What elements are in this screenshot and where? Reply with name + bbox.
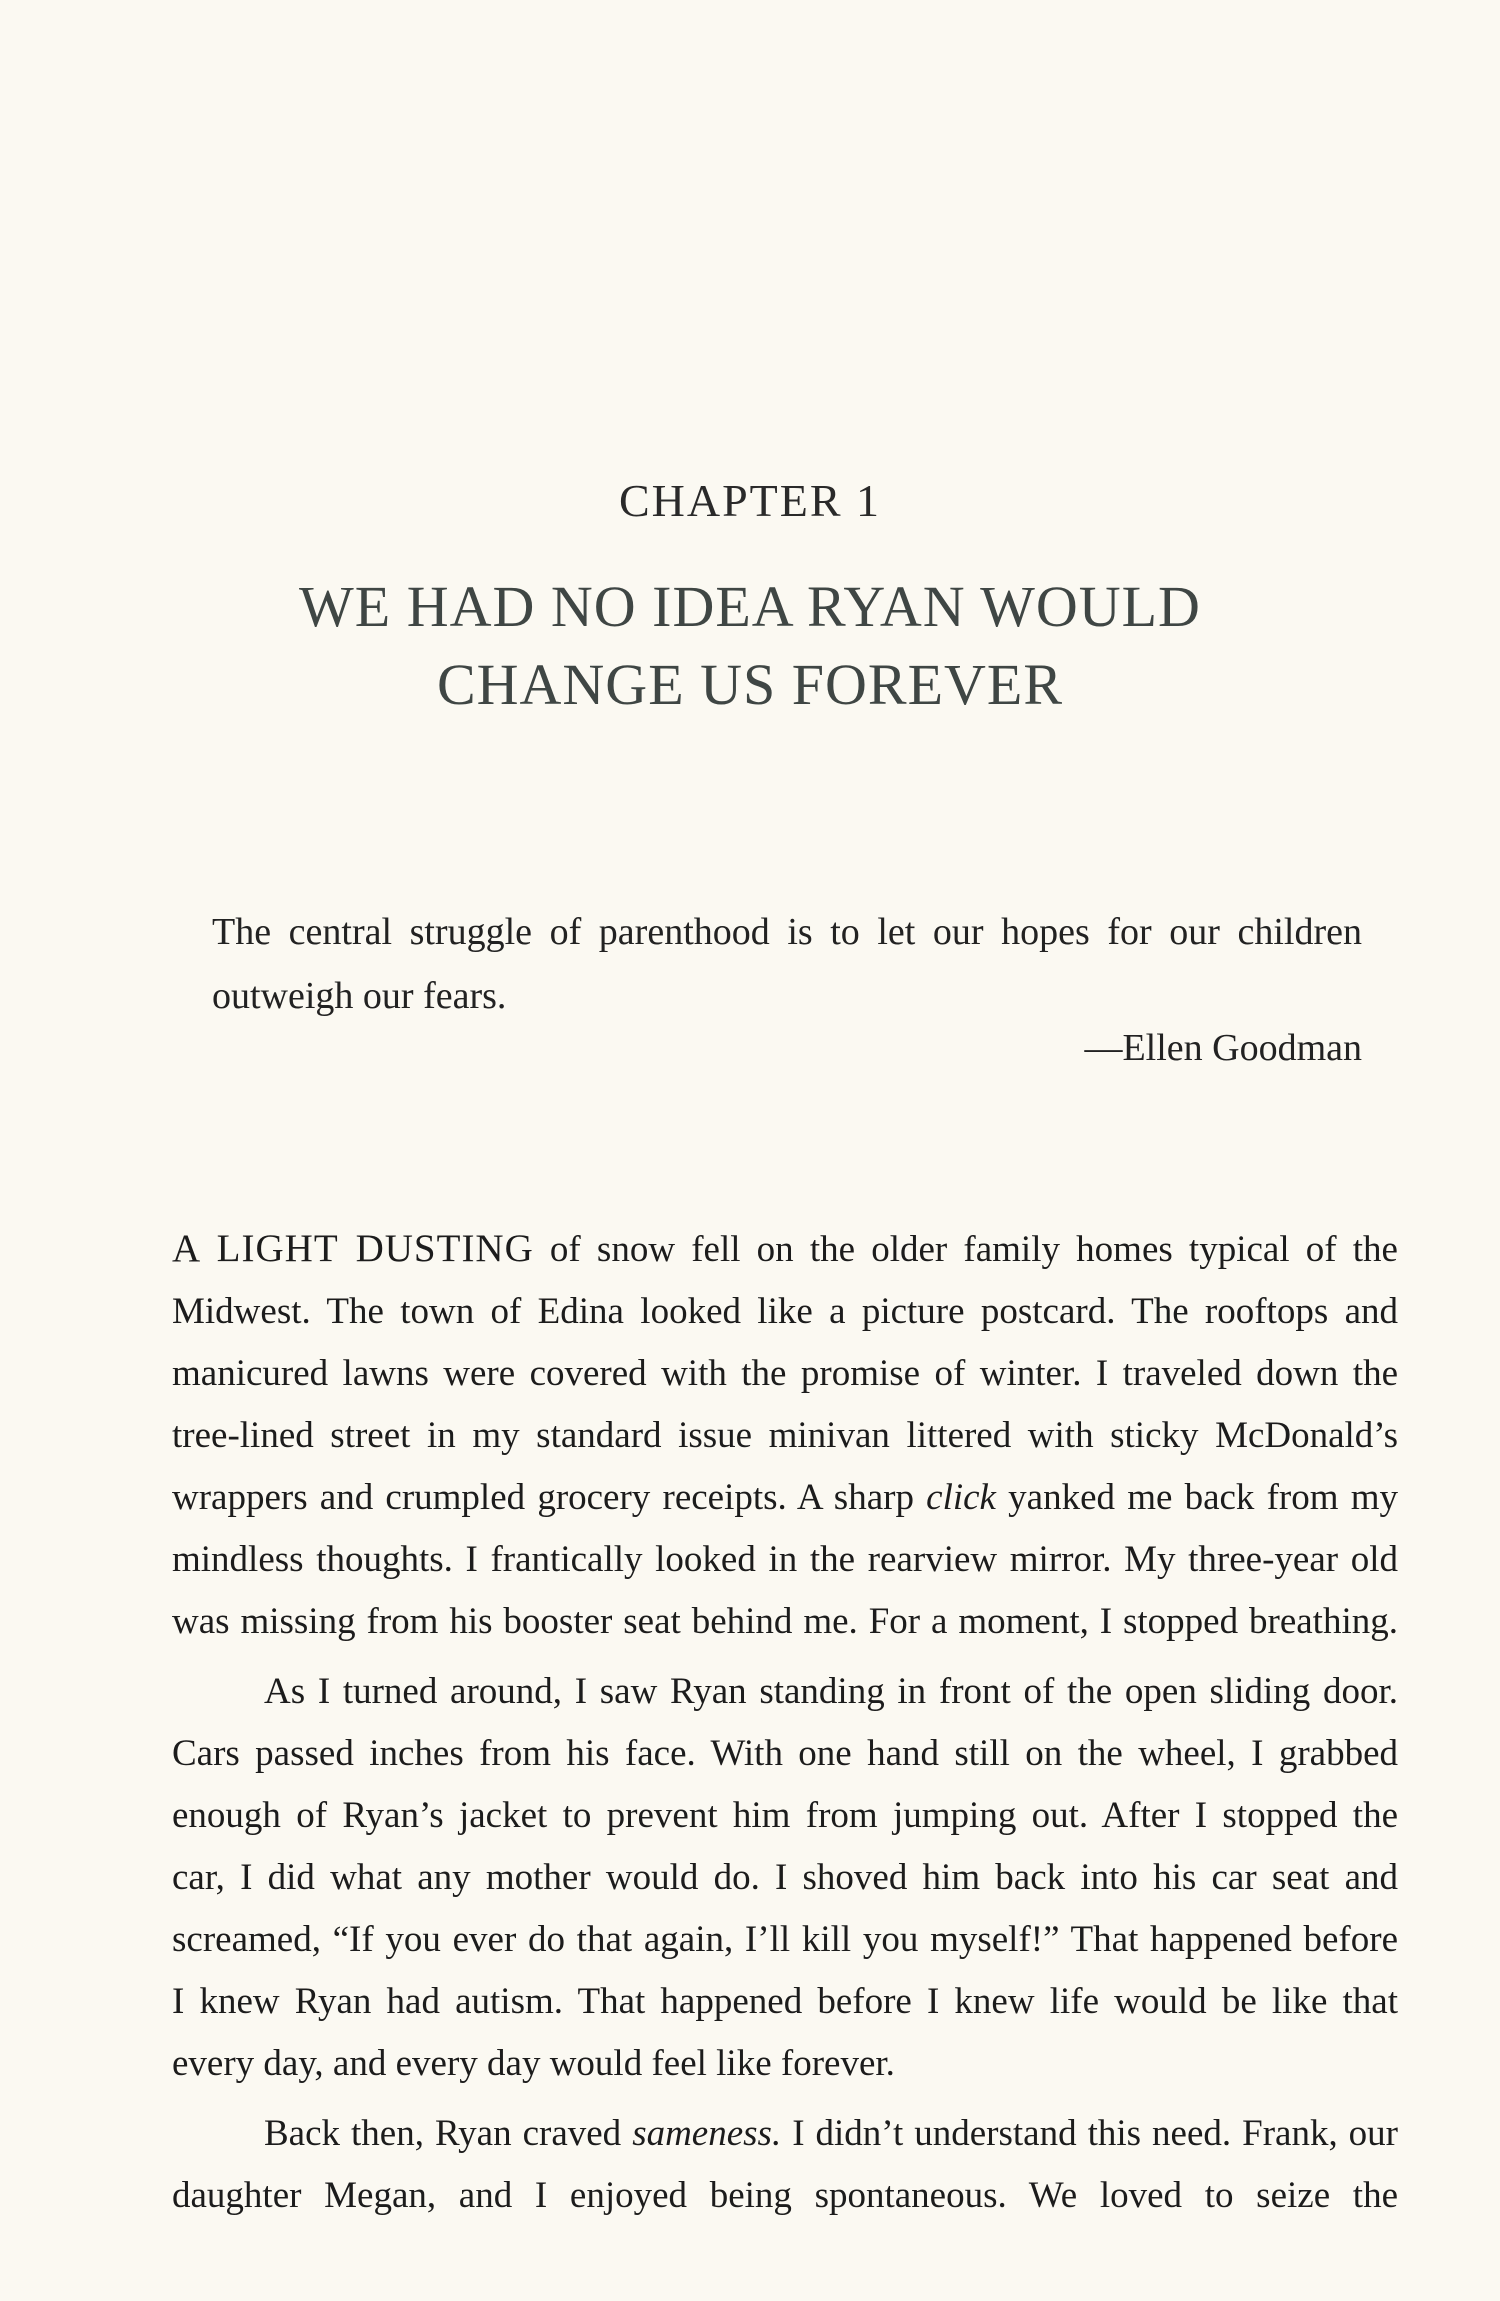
paragraph-3-line-1-post: I didn’t understand this need. Frank, our [781, 2113, 1399, 2154]
paragraph-1-line-7: was missing from his booster seat behind me. For a moment, I stopped breathing. [172, 1601, 1398, 1642]
paragraph-1-line-5-pre: wrappers and crumpled grocery receipts. A sharp [172, 1477, 927, 1518]
epigraph-quote [212, 900, 1362, 1028]
epigraph-line-1: The central struggle of parenthood is to let our hopes for our children [212, 911, 1362, 953]
body-text [172, 1218, 1398, 2235]
paragraph-3-line-2: daughter Megan, and I enjoyed being spontaneous. We loved to seize the [172, 2175, 1398, 2216]
chapter-title-line-1: WE HAD NO IDEA RYAN WOULD [299, 574, 1201, 639]
paragraph-2-line-2: Cars passed inches from his face. With one hand still on the wheel, I grabbed [172, 1733, 1398, 1774]
epigraph-attribution: —Ellen Goodman [1084, 1027, 1362, 1069]
paragraph-3-line-1-pre: Back then, Ryan craved [264, 2113, 633, 2154]
paragraph-1-line-5 [172, 1467, 1398, 1529]
opening-small-caps: A LIGHT DUSTING [172, 1227, 534, 1270]
paragraph-1-line-1-rest: of snow fell on the older family homes typical of the [533, 1229, 1398, 1270]
chapter-title [0, 568, 1500, 724]
paragraph-1-line-4: tree-lined street in my standard issue minivan littered with sticky McDonald’s [172, 1415, 1398, 1456]
chapter-title-line-2: CHANGE US FOREVER [436, 652, 1064, 717]
paragraph-3-line-1 [172, 2103, 1398, 2165]
paragraph-2-line-6: I knew Ryan had autism. That happened before I knew life would be like that [172, 1981, 1398, 2022]
emphasis-click: click [926, 1477, 996, 1518]
emphasis-sameness: sameness. [632, 2113, 782, 2154]
epigraph-line-2: outweigh our fears. [212, 975, 507, 1017]
paragraph-1-line-3: manicured lawns were covered with the promise of winter. I traveled down the [172, 1353, 1398, 1394]
paragraph-2-line-1: As I turned around, I saw Ryan standing in front of the open sliding door. [264, 1671, 1398, 1712]
paragraph-2 [172, 1661, 1398, 2095]
paragraph-1-line-1 [172, 1218, 1398, 1281]
paragraph-2-line-5: screamed, “If you ever do that again, I’ll kill you myself!” That happened before [172, 1919, 1398, 1960]
paragraph-1-line-6: mindless thoughts. I frantically looked in the rearview mirror. My three-year old [172, 1539, 1398, 1580]
paragraph-3 [172, 2103, 1398, 2227]
paragraph-1 [172, 1218, 1398, 1653]
chapter-label: CHAPTER 1 [618, 475, 882, 526]
paragraph-1-line-2: Midwest. The town of Edina looked like a picture postcard. The rooftops and [172, 1291, 1398, 1332]
paragraph-1-line-5-post: yanked me back from my [995, 1477, 1398, 1518]
paragraph-2-line-7: every day, and every day would feel like forever. [172, 2043, 895, 2084]
paragraph-2-line-4: car, I did what any mother would do. I shoved him back into his car seat and [172, 1857, 1398, 1898]
paragraph-2-line-3: enough of Ryan’s jacket to prevent him from jumping out. After I stopped the [172, 1795, 1398, 1836]
